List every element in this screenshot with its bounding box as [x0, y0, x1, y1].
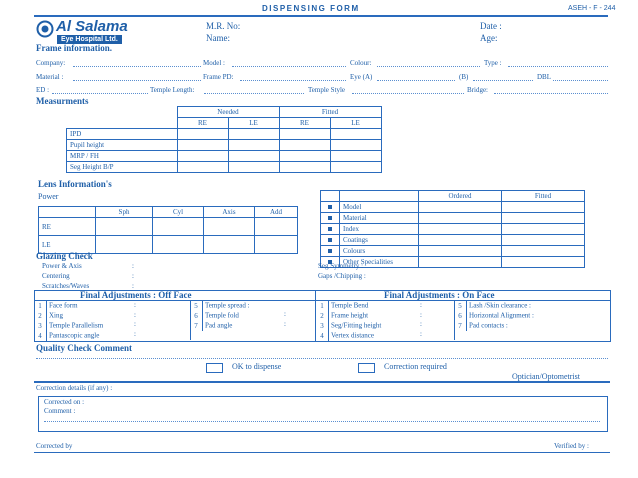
off-face-col2: 5 Temple spread : 6 Temple fold 7 Pad angle — [194, 301, 250, 330]
prop-index: Index — [340, 224, 419, 235]
b-label: (B) — [459, 73, 469, 81]
row-le: LE — [39, 236, 96, 254]
corrected-by-label: Corrected by — [36, 442, 73, 450]
material-label: Material : — [36, 73, 64, 81]
form-title: DISPENSING FORM — [262, 4, 360, 13]
mr-no-label: M.R. No: — [206, 21, 241, 31]
glazing-title: Glazing Check — [36, 251, 93, 261]
col-axis: Axis — [204, 207, 255, 218]
xing: Xing — [49, 311, 63, 320]
seg-symmetry: Seg Symmetry : — [318, 262, 364, 270]
ordered-header: Ordered — [419, 191, 502, 202]
fitted-header: Fitted — [279, 107, 381, 118]
bullet-icon — [328, 227, 332, 231]
row-seg-height: Seg Height B/P — [67, 162, 178, 173]
prop-model: Model — [340, 202, 419, 213]
lens-properties-table — [320, 190, 585, 268]
bullet-icon — [328, 216, 332, 220]
corrected-on-label: Corrected on : — [44, 398, 85, 406]
on-face-col1: 1 Temple Bend 2 Frame height 3 Seg/Fitting height 4 Vertex distance — [320, 301, 382, 340]
dbl-label: DBL — [537, 73, 551, 81]
temple-style-label: Temple Style — [308, 86, 346, 94]
col-le-needed: LE — [228, 118, 279, 129]
dispensing-form: DISPENSING FORM ASEH - F - 244 Al Salama Eye Hospital Ltd. M.R. No: Name: Date : Age: Frame information. Company: Model : Colour: Type : Material : Frame PD: Eye (A) (B) DBL ED : Temple Length: Temple Style Bridge: Measurments Needed Fitted RE LE RE LE IPD Pupil height MRP / FH Seg Height B/P Lens Information's Power Sph Cyl Axis Add RE LE Ordered Fitted Model Material Index Coatings Colours Other Specialities Glazing Check Power & Axis : Centering : Scratches/Waves : Seg Symmetry : Gaps /Chipping : Final Adjustments : Off Face Final Adjustments : On Face 1 Face form 2 Xing 3 Temple Parallelism 4 Pantascopic angle : : : : 5 Temple spread : 6 Temple fold 7 Pad angle : : 1 Temple Bend 2 Frame height 3 Seg/Fitting height 4 Vertex distance : : : : 5 Lash /Skin clearance : 6 Horizontal Alignment : 7 Pad contacts : Quality Check Comment OK to dispense Correction required Optician/Optometrist Correction details (if any) : Corrected on : Comment : Corrected by Verified by : — [0, 0, 638, 478]
row-ipd: IPD — [67, 129, 178, 140]
company-label: Company: — [36, 59, 66, 67]
correction-required-checkbox[interactable] — [358, 363, 375, 373]
col-sph: Sph — [96, 207, 153, 218]
logo-subtitle: Eye Hospital Ltd. — [57, 35, 122, 44]
prop-coatings: Coatings — [340, 235, 419, 246]
pad-angle: Pad angle — [205, 321, 233, 330]
logo-name: Al Salama — [56, 18, 128, 35]
bullet-icon — [328, 205, 332, 209]
off-face-title: Final Adjustments : Off Face — [80, 290, 192, 300]
prop-other: Other Specialities — [340, 257, 419, 268]
needed-header: Needed — [177, 107, 279, 118]
prop-material: Material — [340, 213, 419, 224]
form-code: ASEH - F - 244 — [568, 5, 616, 12]
glazing-scratches: Scratches/Waves — [42, 282, 90, 290]
bridge-label: Bridge: — [467, 86, 488, 94]
temple-length-label: Temple Length: — [150, 86, 195, 94]
col-le-fitted: LE — [330, 118, 381, 129]
lash-skin-clearance: Lash /Skin clearance : — [469, 301, 532, 310]
temple-bend: Temple Bend — [331, 301, 369, 310]
frame-pd-label: Frame PD: — [203, 73, 234, 81]
glazing-power-axis: Power & Axis — [42, 262, 82, 270]
frame-info-title: Frame information. — [36, 43, 112, 53]
optician-label: Optician/Optometrist — [512, 372, 580, 381]
bullet-icon — [328, 238, 332, 242]
lens-info-title: Lens Information's — [38, 179, 112, 189]
glazing-centering: Centering — [42, 272, 70, 280]
pad-contacts: Pad contacts : — [469, 321, 508, 330]
quality-check-title: Quality Check Comment — [36, 343, 132, 353]
fitted-header-lens: Fitted — [502, 191, 585, 202]
prop-colours: Colours — [340, 246, 419, 257]
pantascopic-angle: Pantascopic angle — [49, 331, 100, 340]
vertex-distance: Vertex distance — [331, 331, 374, 340]
age-label: Age: — [480, 33, 498, 43]
off-face-col1: 1 Face form 2 Xing 3 Temple Parallelism 4 Pantascopic angle — [38, 301, 104, 340]
gaps-chipping: Gaps /Chipping : — [318, 272, 366, 280]
eye-a-label: Eye (A) — [350, 73, 373, 81]
correction-details-label: Correction details (if any) : — [36, 384, 113, 392]
colour-label: Colour: — [350, 59, 372, 67]
horizontal-alignment: Horizontal Alignment : — [469, 311, 534, 320]
correction-required-label: Correction required — [384, 362, 447, 371]
col-re-fitted: RE — [279, 118, 330, 129]
power-table — [38, 206, 298, 254]
temple-spread: Temple spread : — [205, 301, 250, 310]
type-label: Type : — [484, 59, 502, 67]
model-label: Model : — [203, 59, 225, 67]
ok-to-dispense-checkbox[interactable] — [206, 363, 223, 373]
name-label: Name: — [206, 33, 230, 43]
face-form: Face form — [49, 301, 78, 310]
ed-label: ED : — [36, 86, 50, 94]
verified-by-label: Verified by : — [554, 442, 589, 450]
date-label: Date : — [480, 21, 502, 31]
seg-fitting-height: Seg/Fitting height — [331, 321, 382, 330]
row-pupil-height: Pupil height — [67, 140, 178, 151]
bullet-icon — [328, 249, 332, 253]
temple-parallelism: Temple Parallelism — [49, 321, 104, 330]
ok-to-dispense-label: OK to dispense — [232, 362, 282, 371]
correction-box — [38, 396, 608, 432]
power-label: Power — [38, 192, 59, 201]
comment-label: Comment : — [44, 407, 76, 415]
measurements-title: Measurments — [36, 96, 89, 106]
col-add: Add — [255, 207, 298, 218]
temple-fold: Temple fold — [205, 311, 239, 320]
measurements-table — [66, 106, 382, 173]
col-cyl: Cyl — [153, 207, 204, 218]
header-rule — [34, 15, 608, 17]
col-re-needed: RE — [177, 118, 228, 129]
on-face-title: Final Adjustments : On Face — [384, 290, 495, 300]
frame-height: Frame height — [331, 311, 369, 320]
eye-logo-icon — [36, 20, 54, 38]
row-re: RE — [39, 218, 96, 236]
on-face-col2: 5 Lash /Skin clearance : 6 Horizontal Alignment : 7 Pad contacts : — [458, 301, 534, 330]
row-mrp-fh: MRP / FH — [67, 151, 178, 162]
